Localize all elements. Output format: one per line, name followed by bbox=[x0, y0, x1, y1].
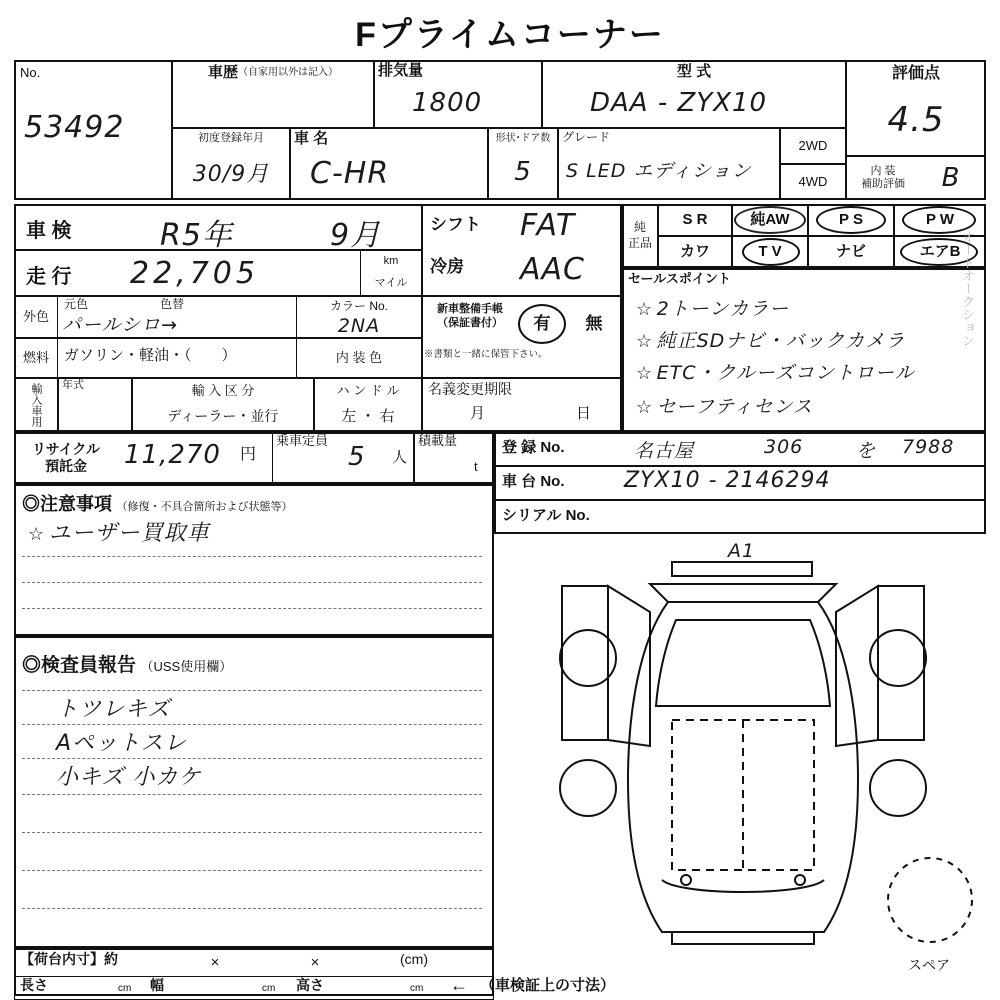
mileage-unit-mile: マイル bbox=[374, 277, 408, 290]
displacement-value: 1800 bbox=[412, 88, 483, 118]
diagram-top-mark: A1 bbox=[728, 540, 756, 562]
grade-label: グレード bbox=[562, 130, 611, 144]
maintenance-yes: 有 bbox=[533, 313, 551, 333]
footer-height-label: 高さ bbox=[296, 977, 324, 993]
footer-width-label: 幅 bbox=[150, 977, 164, 993]
registration-number: 7988 bbox=[902, 436, 955, 458]
shift-label: シフト bbox=[430, 215, 481, 234]
drive-4wd-label: 4WD bbox=[798, 173, 828, 189]
notes-line-1: ☆ ユーザー買取車 bbox=[28, 521, 210, 546]
footer-note: （車検証上の寸法） bbox=[480, 977, 616, 994]
equipment-item-sr[interactable]: S R bbox=[658, 204, 732, 236]
spare-label: スペア bbox=[908, 957, 950, 973]
inspector-rule-4 bbox=[22, 794, 482, 795]
footer-x2: × bbox=[310, 953, 320, 971]
shift-value: FAT bbox=[520, 208, 576, 243]
rating-label: 評価点 bbox=[891, 65, 940, 83]
sales-point-4: ☆ セーフティセンス bbox=[636, 396, 813, 418]
first-registration-label: 初度登録年月 bbox=[198, 132, 264, 145]
fuel-label: 燃料 bbox=[22, 349, 49, 365]
footer-x1: × bbox=[210, 953, 220, 971]
mileage-value: 22,705 bbox=[130, 256, 259, 291]
inspector-header: ◎検査員報告 （USS使用欄） bbox=[22, 655, 233, 676]
interior-rating-label: 内 装 補助評価 bbox=[861, 165, 905, 190]
inspector-rule-2 bbox=[22, 724, 482, 725]
inspection-label: 車 検 bbox=[26, 220, 72, 242]
equipment-item-leather[interactable]: カワ bbox=[658, 236, 732, 268]
footer-height-unit: cm bbox=[410, 983, 424, 994]
fuel-value: ガソリン・軽油・（ ） bbox=[64, 347, 237, 364]
footer-width-unit: cm bbox=[262, 983, 276, 994]
sales-points-label: セールスポイント bbox=[628, 271, 731, 286]
interior-rating-value: B bbox=[941, 163, 961, 193]
mileage-label: 走 行 bbox=[26, 266, 72, 288]
maintenance-no: 無 bbox=[585, 313, 603, 333]
equipment-item-aw[interactable]: 純AW bbox=[732, 204, 808, 236]
serial-no-label: シリアル No. bbox=[502, 507, 590, 524]
inspector-rule-6 bbox=[22, 870, 482, 871]
inspection-year: R5年 bbox=[160, 218, 233, 253]
footer-inner-size-label: 【荷台内寸】約 bbox=[20, 951, 118, 967]
handle-label: ハ ン ド ル bbox=[336, 382, 400, 398]
capacity-unit: 人 bbox=[392, 449, 408, 466]
handle-value: 左 ・ 右 bbox=[341, 407, 395, 425]
import-label: 輸入車用 bbox=[30, 383, 42, 427]
load-label: 積載量 bbox=[418, 433, 458, 448]
no-value: 53492 bbox=[24, 110, 125, 145]
sales-point-2: ☆ 純正SDナビ・バックカメラ bbox=[636, 330, 906, 352]
import-class-value: ディーラー・並行 bbox=[167, 408, 279, 425]
import-class-label: 輸 入 区 分 bbox=[191, 382, 255, 398]
notes-line-3 bbox=[22, 582, 482, 583]
registration-no-label: 登 録 No. bbox=[502, 439, 565, 456]
footer-arrow-icon: ← bbox=[450, 975, 468, 995]
inspector-rule-5 bbox=[22, 832, 482, 833]
inspector-line-2: Aペットスレ bbox=[56, 731, 187, 756]
inspector-box bbox=[14, 636, 494, 948]
capacity-label: 乗車定員 bbox=[276, 433, 329, 448]
equipment-item-pw[interactable]: P W bbox=[894, 204, 986, 236]
sales-point-3: ☆ ETC・クルーズコントロール bbox=[636, 362, 915, 384]
color-no-label: カラー No. bbox=[329, 298, 388, 313]
notes-line-2 bbox=[22, 556, 482, 557]
equipment-circle-ps bbox=[816, 206, 886, 234]
load-unit: t bbox=[474, 459, 478, 474]
exterior-color-label: 外色 bbox=[22, 309, 49, 325]
inspector-line-3: 小キズ 小カケ bbox=[56, 765, 202, 790]
equipment-circle-tv bbox=[742, 238, 800, 266]
import-year-label: 年式 bbox=[62, 379, 84, 391]
recycle-value: 11,270 bbox=[124, 440, 221, 470]
inspector-rule-3 bbox=[22, 758, 482, 759]
registration-class: 306 bbox=[764, 436, 804, 458]
registration-place: 名古屋 bbox=[634, 440, 695, 462]
rating-value: 4.5 bbox=[887, 100, 945, 140]
car-diagram bbox=[500, 540, 986, 950]
color-no-value: 2NA bbox=[337, 315, 381, 337]
registration-kana: を bbox=[856, 440, 877, 462]
sales-point-1: ☆ 2トーンカラー bbox=[636, 298, 790, 320]
first-registration-value: 30/9月 bbox=[192, 161, 270, 187]
inspector-line-1: トツレキズ bbox=[56, 697, 171, 722]
notes-line-4 bbox=[22, 608, 482, 609]
ac-label: 冷房 bbox=[430, 257, 464, 276]
title-change-month: 月 bbox=[470, 405, 486, 422]
shape-doors-value: 5 bbox=[514, 157, 532, 187]
car-name-value: C-HR bbox=[310, 156, 390, 191]
base-color-label: 元色 bbox=[64, 297, 89, 311]
interior-color-label: 内 装 色 bbox=[335, 349, 383, 365]
ac-value: AAC bbox=[520, 252, 585, 287]
shape-doors-label: 形状･ドア数 bbox=[495, 133, 551, 144]
model-type-label: 型 式 bbox=[676, 62, 712, 80]
footer-length-label: 長さ bbox=[20, 977, 48, 993]
no-label: No. bbox=[20, 65, 41, 80]
repaint-color-label: 色替 bbox=[160, 297, 185, 311]
maintenance-label: 新車整備手帳 （保証書付） bbox=[437, 303, 503, 329]
edge-stamp: オートオークション bbox=[960, 230, 975, 347]
chassis-no-value: ZYX10 - 2146294 bbox=[624, 468, 831, 493]
equipment-item-navi[interactable]: ナビ bbox=[808, 236, 894, 268]
drive-2wd-label: 2WD bbox=[798, 137, 828, 153]
base-color-value: パールシロ→ bbox=[62, 314, 179, 336]
car-name-label: 車 名 bbox=[294, 130, 329, 147]
equipment-item-airbag[interactable]: エアB bbox=[894, 236, 986, 268]
inspector-rule-1 bbox=[22, 690, 482, 691]
equipment-genuine-label: 純 正品 bbox=[627, 220, 652, 250]
page-title: Fプライムコーナー bbox=[355, 15, 665, 54]
footer-unit: (cm) bbox=[400, 951, 428, 967]
inspection-month: 9月 bbox=[330, 218, 382, 253]
capacity-value: 5 bbox=[348, 442, 366, 472]
displacement-label: 排気量 bbox=[378, 62, 424, 79]
equipment-item-tv[interactable]: T V bbox=[732, 236, 808, 268]
recycle-label: リサイクル 預託金 bbox=[31, 441, 101, 474]
notes-header: ◎注意事項 （修復・不具合箇所および状態等） bbox=[22, 494, 293, 514]
equipment-circle-aw bbox=[734, 206, 806, 234]
footer-length-unit: cm bbox=[118, 983, 132, 994]
grade-value: S LED エディション bbox=[566, 160, 752, 182]
maintenance-note: ※書類と一緒に保管下さい。 bbox=[424, 349, 548, 360]
inspector-rule-7 bbox=[22, 908, 482, 909]
equipment-item-ps[interactable]: P S bbox=[808, 204, 894, 236]
title-change-day: 日 bbox=[576, 405, 592, 422]
recycle-unit: 円 bbox=[240, 446, 257, 463]
title-change-label: 名義変更期限 bbox=[428, 381, 512, 397]
history-label: 車歴 （自家用以外は記入） bbox=[207, 63, 338, 81]
mileage-unit-km: km bbox=[383, 255, 399, 268]
chassis-no-label: 車 台 No. bbox=[502, 473, 565, 490]
model-type-value: DAA - ZYX10 bbox=[590, 88, 768, 118]
